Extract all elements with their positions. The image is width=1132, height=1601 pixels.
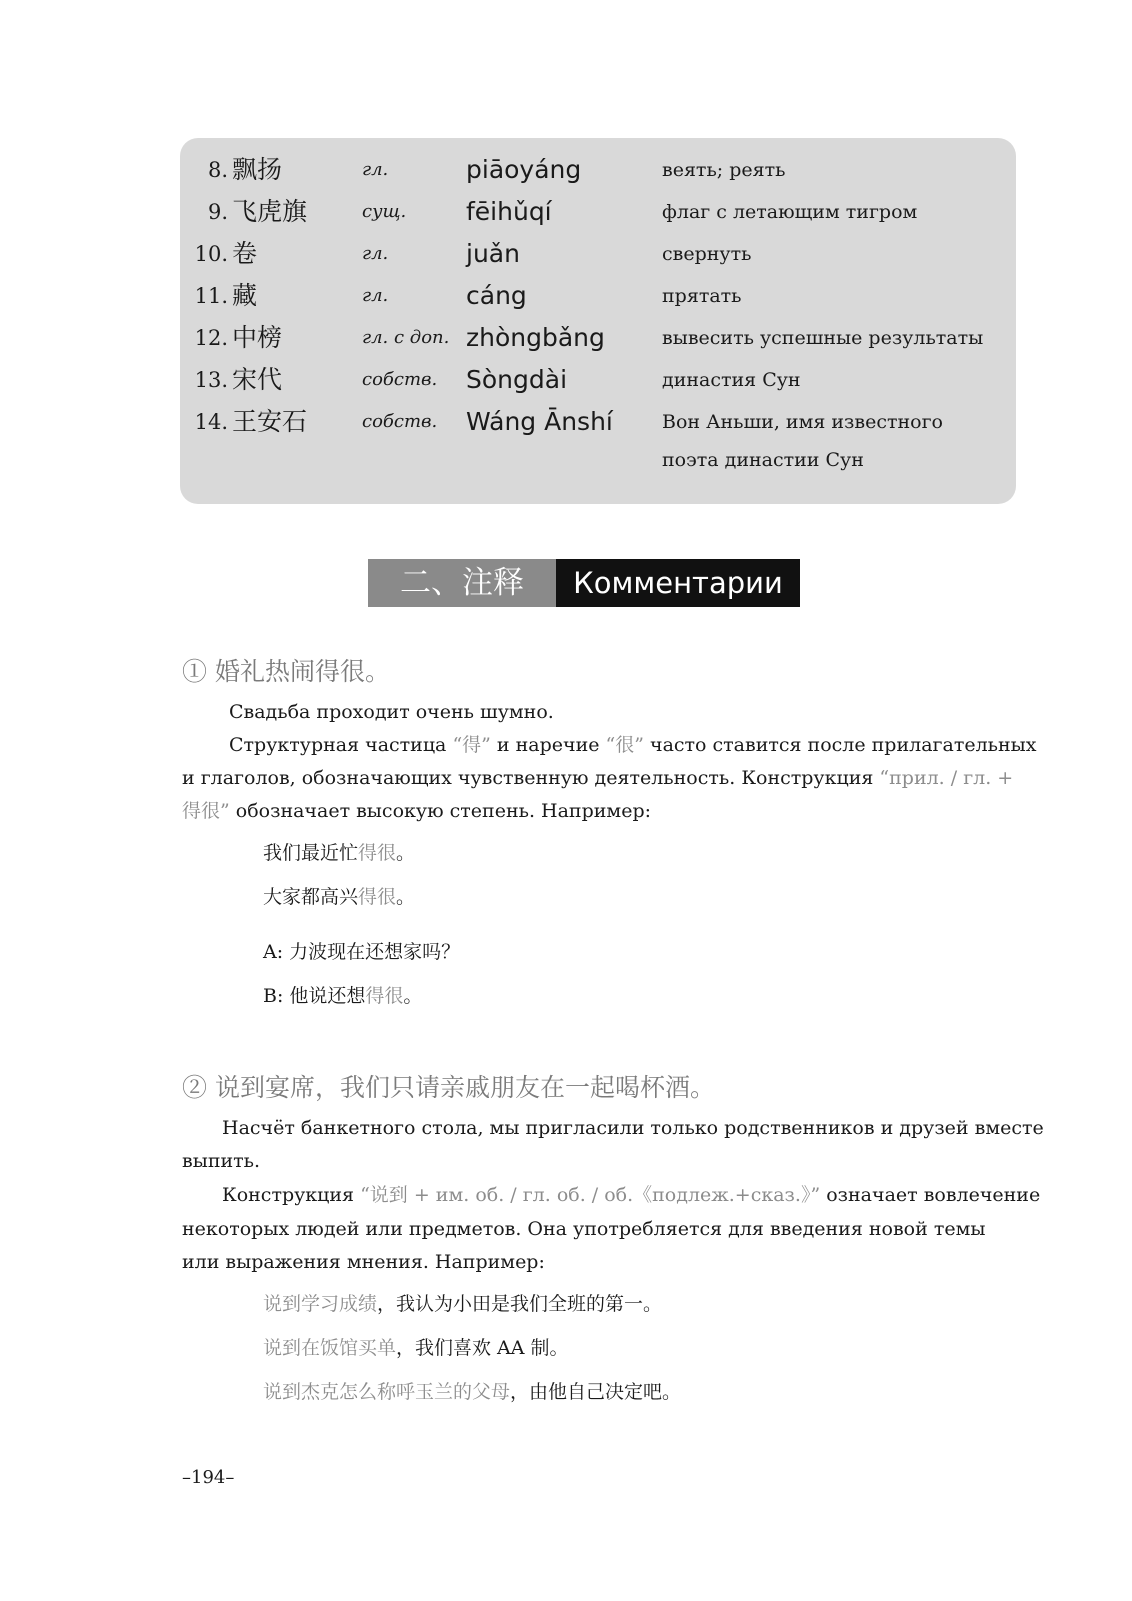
text: B: 他说还想 [263, 985, 366, 1007]
vocab-row [180, 150, 1016, 190]
vocab-pinyin: juǎn [466, 239, 520, 268]
text: 大家都高兴 [263, 886, 359, 908]
highlight: 得很 [365, 985, 404, 1007]
note-1-example [263, 937, 460, 964]
vocab-translation: свернуть [662, 243, 752, 265]
text: A: 力波现在还想家吗？ [263, 941, 461, 963]
note-2-example [263, 1377, 681, 1404]
text: 。 [396, 842, 416, 864]
note-2-example [263, 1289, 662, 1316]
vocab-row [180, 276, 1016, 316]
vocab-row-continuation [180, 440, 1016, 480]
text: означает вовлечение [820, 1184, 1041, 1206]
vocab-pos: собств. [362, 411, 438, 432]
vocab-translation: династия Сун [662, 369, 801, 391]
vocab-pos: сущ. [362, 201, 407, 222]
vocab-hanzi: 宋代 [232, 365, 283, 394]
note-2-example [263, 1333, 569, 1360]
note-2-paragraph-line: выпить. [182, 1150, 261, 1172]
vocab-number: 9. [207, 200, 228, 224]
section-heading-russian: Комментарии [556, 559, 800, 607]
note-1-paragraph-line [182, 794, 651, 828]
highlight: 说到杰克怎么称呼玉兰的父母 [263, 1381, 511, 1403]
note-1-example [263, 981, 422, 1008]
section-heading [368, 559, 800, 607]
vocab-pinyin: Sòngdài [466, 365, 568, 394]
vocab-hanzi: 飘扬 [232, 155, 283, 184]
vocab-translation: вывесить успешные результаты [662, 327, 984, 349]
vocab-hanzi: 飞虎旗 [232, 197, 308, 226]
highlight: 得很 [358, 886, 397, 908]
vocab-pos: гл. с доп. [362, 327, 450, 348]
text: Конструкция [222, 1184, 361, 1206]
note-2-paragraph-line: или выражения мнения. Например: [182, 1251, 545, 1273]
highlight: “得” [452, 734, 491, 756]
vocab-row [180, 318, 1016, 358]
vocab-hanzi: 藏 [232, 281, 258, 310]
highlight: “说到 + им. об. / гл. об. / об.《подлеж.+сказ.》” [360, 1184, 821, 1206]
note-2-paragraph-line: некоторых людей или предметов. Она употребляется для введения новой темы [182, 1218, 986, 1240]
vocab-pos: гл. [362, 159, 389, 180]
vocab-hanzi: 中榜 [232, 323, 283, 352]
page-number: –194– [182, 1467, 235, 1488]
vocab-translation: прятать [662, 285, 742, 307]
vocab-pinyin: piāoyáng [466, 155, 582, 184]
vocab-translation-continued: поэта династии Сун [662, 449, 864, 471]
vocab-number: 13. [194, 368, 228, 392]
highlight: 说到学习成绩 [263, 1293, 378, 1315]
text: Структурная частица [229, 734, 453, 756]
note-1-title: ① 婚礼热闹得很。 [182, 657, 390, 686]
vocab-pos: гл. [362, 285, 389, 306]
text: и наречие [490, 734, 606, 756]
vocab-number: 12. [194, 326, 228, 350]
text: часто ставится после прилагательных [643, 734, 1037, 756]
text: ，我们喜欢 AA 制。 [396, 1337, 569, 1359]
vocab-row [180, 234, 1016, 274]
text: 。 [403, 985, 423, 1007]
vocab-number: 8. [207, 158, 228, 182]
text: 我们最近忙 [263, 842, 359, 864]
highlight: 说到在饭馆买单 [263, 1337, 397, 1359]
vocab-translation: веять; реять [662, 159, 786, 181]
note-2-paragraph-line [222, 1178, 1040, 1212]
vocab-pos: собств. [362, 369, 438, 390]
highlight: “прил. / гл. + [879, 767, 1014, 789]
vocab-translation: Вон Аньши, имя известного [662, 411, 943, 433]
note-2-title: ② 说到宴席，我们只请亲戚朋友在一起喝杯酒。 [182, 1073, 715, 1102]
vocab-pinyin: zhòngbǎng [466, 323, 605, 352]
vocab-pinyin: Wáng Ānshí [466, 407, 613, 436]
vocab-pinyin: fēihǔqí [466, 197, 552, 226]
note-1-example [263, 882, 415, 909]
vocab-translation: флаг с летающим тигром [662, 201, 918, 223]
note-1-paragraph-line [182, 761, 1013, 795]
text: и глаголов, обозначающих чувственную деятельность. Конструкция [182, 767, 880, 789]
vocab-row [180, 360, 1016, 400]
note-1-translation: Свадьба проходит очень шумно. [229, 701, 554, 723]
vocab-row [180, 192, 1016, 232]
highlight: “很” [605, 734, 644, 756]
text: ，由他自己决定吧。 [510, 1381, 682, 1403]
text: 。 [396, 886, 416, 908]
note-2-paragraph-line: Насчёт банкетного стола, мы пригласили только родственников и друзей вместе [222, 1117, 1044, 1139]
note-1-example [263, 838, 415, 865]
vocab-number: 14. [194, 410, 228, 434]
vocab-hanzi: 卷 [232, 239, 258, 268]
highlight: 得很 [358, 842, 397, 864]
note-1-paragraph-line [229, 728, 1036, 762]
highlight: 得很” [182, 800, 230, 822]
vocab-row [180, 402, 1016, 442]
text: ，我认为小田是我们全班的第一。 [377, 1293, 663, 1315]
vocab-number: 10. [194, 242, 228, 266]
vocab-pos: гл. [362, 243, 389, 264]
vocab-number: 11. [194, 284, 228, 308]
text: обозначает высокую степень. Например: [229, 800, 652, 822]
vocabulary-table [180, 138, 1016, 504]
section-heading-chinese: 二、注释 [368, 559, 556, 607]
vocab-hanzi: 王安石 [232, 407, 308, 436]
vocab-pinyin: cáng [466, 281, 527, 310]
